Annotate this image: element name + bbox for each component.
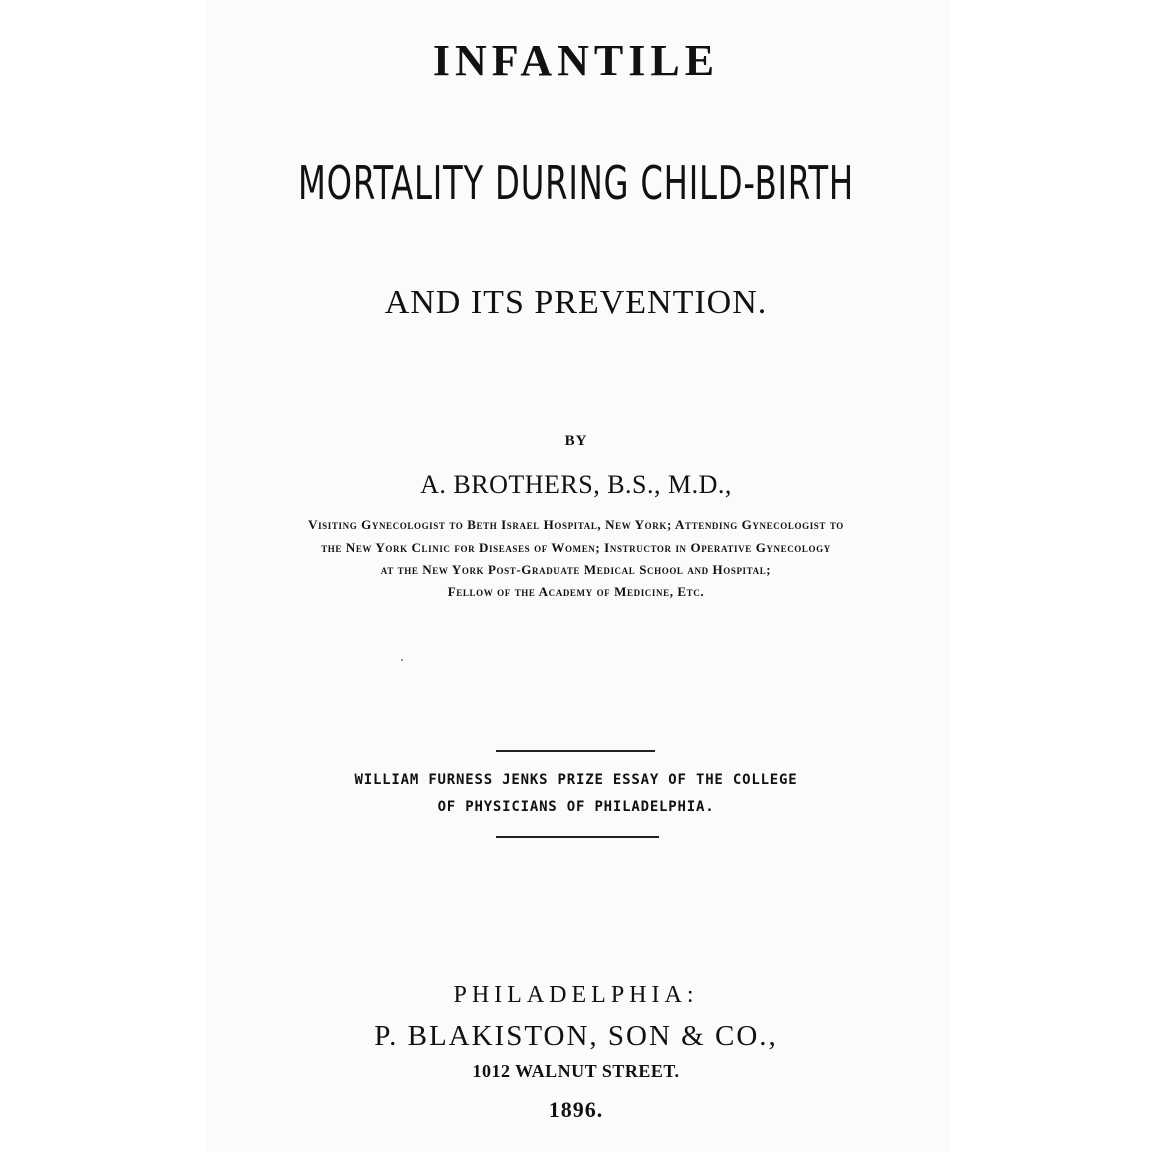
prize-note-line-2: OF PHYSICIANS OF PHILADELPHIA.	[437, 799, 715, 815]
imprint-publisher: P. BLAKISTON, SON & CO.,	[374, 1020, 778, 1052]
author-name: A. BROTHERS, B.S., M.D.,	[420, 470, 732, 499]
author-credential-line: at the New York Post-Graduate Medical School and Hospital;	[380, 562, 772, 577]
author-credential-line: Visiting Gynecologist to Beth Israel Hospital, New York; Attending Gynecologist to	[308, 517, 844, 532]
byline-by: BY	[564, 433, 588, 449]
imprint-city: PHILADELPHIA:	[453, 982, 699, 1008]
title-line-1: INFANTILE	[432, 36, 720, 85]
divider-rule-top	[496, 750, 655, 752]
imprint-address: 1012 WALNUT STREET.	[472, 1061, 680, 1081]
title-line-2: MORTALITY DURING CHILD-BIRTH	[298, 156, 854, 210]
author-credential-line: the New York Clinic for Diseases of Women; Instructor in Operative Gynecology	[321, 540, 831, 555]
title-line-3: AND ITS PREVENTION.	[384, 284, 768, 321]
divider-rule-bottom	[496, 836, 659, 838]
imprint-year: 1896.	[548, 1097, 604, 1122]
prize-note-line-1: WILLIAM FURNESS JENKS PRIZE ESSAY OF THE COLLEGE	[354, 772, 798, 788]
author-credential-line: Fellow of the Academy of Medicine, Etc.	[447, 584, 705, 599]
paper-speck	[401, 659, 403, 661]
